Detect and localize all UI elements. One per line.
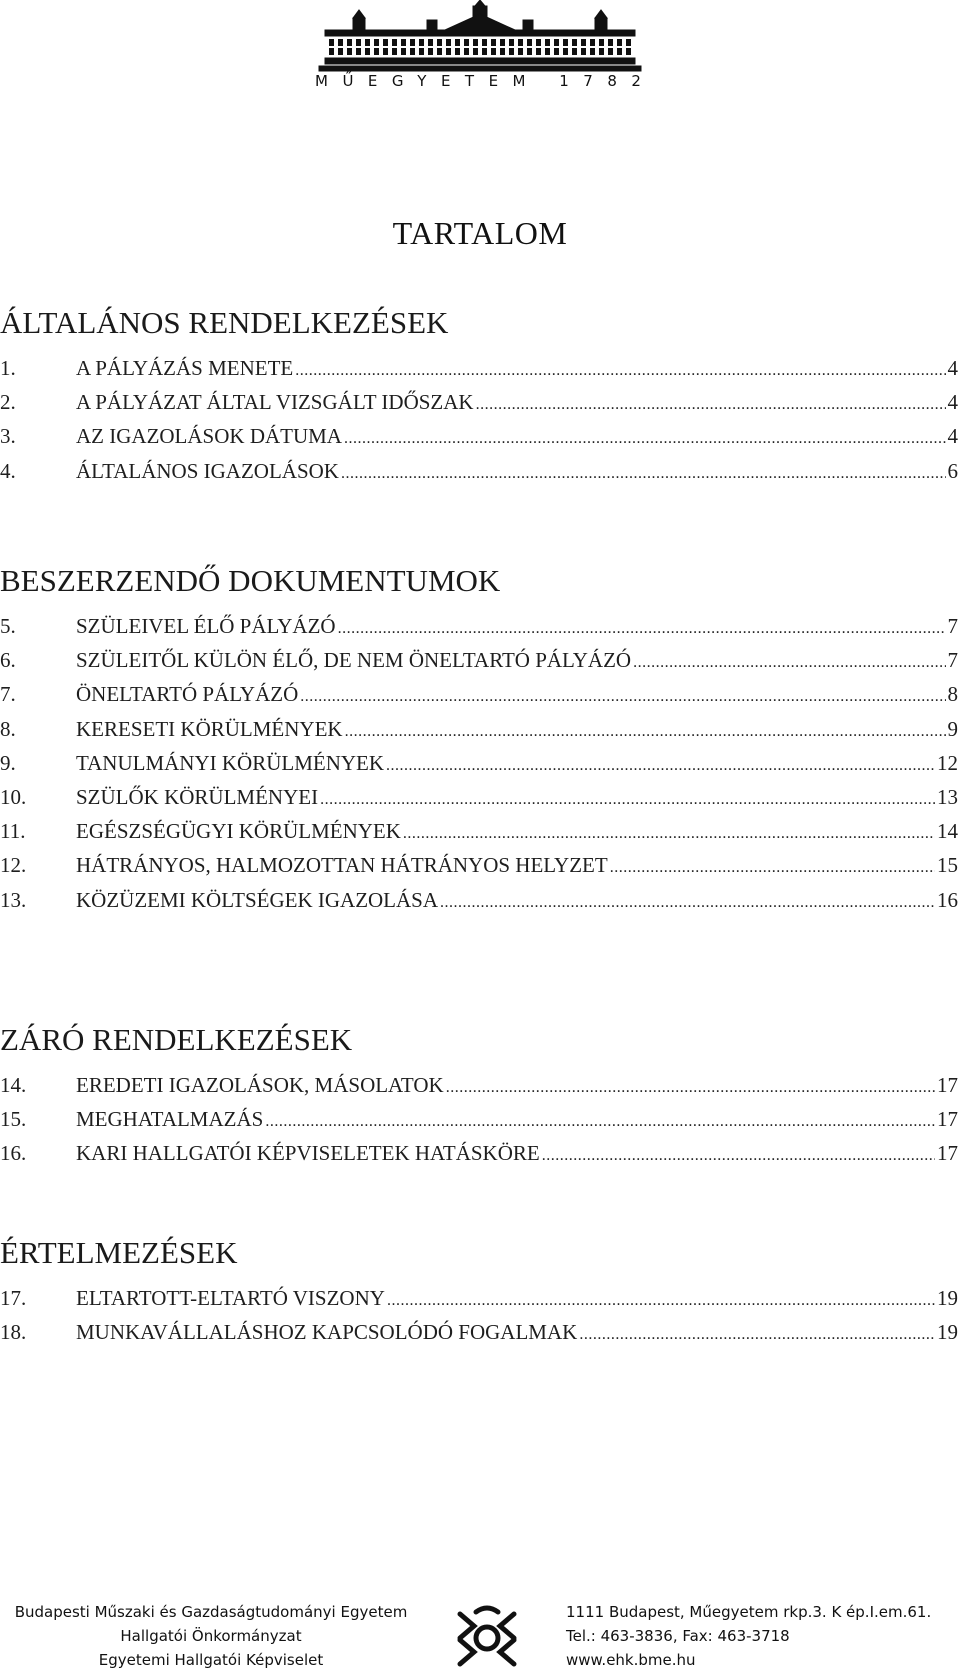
toc-entry[interactable] — [0, 1107, 958, 1137]
university-logo — [315, 0, 656, 100]
toc-entry-page: 4 — [947, 356, 958, 380]
toc-entry-number: 1. — [0, 356, 16, 380]
toc-dot-leader — [300, 688, 945, 706]
toc-entry-title: ELTARTOTT-ELTARTÓ VISZONY — [76, 1286, 385, 1310]
toc-entry[interactable] — [0, 390, 958, 420]
footer-contact — [566, 1600, 956, 1672]
toc-entry-page: 17 — [937, 1073, 958, 1097]
toc-entry-number: 7. — [0, 682, 16, 707]
toc-entry-number: 13. — [0, 887, 27, 912]
toc-entry[interactable] — [0, 614, 958, 644]
toc-entry[interactable] — [0, 751, 958, 781]
toc-entry[interactable] — [0, 1286, 958, 1316]
toc-dot-leader — [295, 362, 945, 380]
toc-entry-page: 4 — [947, 390, 958, 415]
toc-entry[interactable] — [0, 356, 958, 386]
toc-dot-leader — [610, 859, 935, 877]
toc-dot-leader — [542, 1147, 935, 1165]
toc-entry-title: KERESETI KÖRÜLMÉNYEK — [76, 716, 343, 741]
toc-entry[interactable] — [0, 785, 958, 815]
toc-entry-page: 19 — [937, 1320, 958, 1345]
toc-entry-number: 10. — [0, 785, 27, 809]
toc-entry-title: ÁLTALÁNOS IGAZOLÁSOK — [76, 458, 339, 483]
toc-entry[interactable] — [0, 682, 958, 712]
toc-entry-title: A PÁLYÁZÁS MENETE — [76, 356, 294, 380]
footer-org-line: Hallgatói Önkormányzat — [120, 1627, 302, 1645]
toc-entry-page: 12 — [937, 750, 958, 775]
toc-entry-number: 4. — [0, 458, 16, 483]
page-title: TARTALOM — [392, 215, 568, 251]
toc-entry[interactable] — [0, 819, 958, 849]
toc-entry-page: 19 — [937, 1286, 958, 1310]
toc-entry-number: 11. — [0, 819, 26, 844]
toc-entry-page: 7 — [947, 648, 958, 673]
footer-org-line: Egyetemi Hallgatói Képviselet — [98, 1651, 324, 1669]
section-heading: BESZERZENDŐ DOKUMENTUMOK — [0, 563, 501, 598]
toc-dot-leader — [387, 1292, 935, 1310]
toc-entry-page: 14 — [937, 819, 958, 844]
toc-entry-number: 12. — [0, 853, 27, 878]
university-building-logo — [315, 0, 645, 74]
toc-dot-leader — [344, 430, 946, 448]
toc-entry-page: 16 — [937, 887, 958, 912]
page-footer — [0, 1600, 960, 1676]
toc-dot-leader — [320, 791, 935, 809]
toc-entry-page: 17 — [937, 1107, 958, 1132]
toc-entry-number: 18. — [0, 1320, 27, 1345]
toc-entry-number: 8. — [0, 716, 16, 741]
toc-dot-leader — [341, 465, 946, 483]
footer-website[interactable]: www.ehk.bme.hu — [566, 1651, 696, 1669]
toc-entry[interactable] — [0, 1141, 958, 1171]
footer-org-line: Budapesti Műszaki és Gazdaságtudományi Egyetem — [14, 1603, 408, 1621]
toc-dot-leader — [440, 894, 935, 912]
toc-entry-number: 15. — [0, 1107, 27, 1132]
toc-entry-title: KARI HALLGATÓI KÉPVISELETEK HATÁSKÖRE — [76, 1141, 540, 1166]
section-heading: ÁLTALÁNOS RENDELKEZÉSEK — [0, 305, 449, 340]
toc-entry-page: 4 — [947, 424, 958, 449]
toc-entry-page: 9 — [947, 716, 958, 741]
toc-entry-page: 8 — [947, 682, 958, 707]
toc-entry-title: AZ IGAZOLÁSOK DÁTUMA — [76, 424, 342, 449]
toc-entry-title: SZÜLEIVEL ÉLŐ PÁLYÁZÓ — [76, 614, 336, 638]
footer-phone: Tel.: 463-3836, Fax: 463-3718 — [566, 1627, 790, 1645]
footer-organization — [6, 1600, 416, 1672]
toc-entry-number: 2. — [0, 390, 16, 415]
toc-entry-title: SZÜLEITŐL KÜLÖN ÉLŐ, DE NEM ÖNELTARTÓ PÁLYÁZÓ — [76, 648, 632, 673]
toc-entry-title: MUNKAVÁLLALÁSHOZ KAPCSOLÓDÓ FOGALMAK — [76, 1320, 578, 1345]
toc-entry[interactable] — [0, 888, 958, 918]
toc-entry-title: EREDETI IGAZOLÁSOK, MÁSOLATOK — [76, 1073, 444, 1097]
toc-entry-title: A PÁLYÁZAT ÁLTAL VIZSGÁLT IDŐSZAK — [76, 390, 474, 415]
toc-entry-number: 9. — [0, 750, 16, 775]
toc-entry-title: EGÉSZSÉGÜGYI KÖRÜLMÉNYEK — [76, 819, 401, 844]
toc-entry[interactable] — [0, 459, 958, 489]
section-heading: ZÁRÓ RENDELKEZÉSEK — [0, 1022, 353, 1057]
toc-entry[interactable] — [0, 648, 958, 678]
toc-dot-leader — [579, 1326, 935, 1344]
toc-dot-leader — [338, 620, 946, 638]
toc-entry-page: 17 — [937, 1141, 958, 1166]
toc-entry-title: MEGHATALMAZÁS — [76, 1107, 264, 1132]
toc-entry-page: 13 — [937, 785, 958, 809]
toc-entry-number: 17. — [0, 1286, 27, 1310]
toc-entry-title: SZÜLŐK KÖRÜLMÉNYEI — [76, 785, 319, 809]
footer-address: 1111 Budapest, Műegyetem rkp.3. K ép.I.em.61. — [566, 1603, 932, 1621]
toc-entry-number: 16. — [0, 1141, 27, 1166]
logo-text: MŰEGYETEM 1782 — [315, 72, 656, 90]
toc-entry[interactable] — [0, 717, 958, 747]
toc-entry[interactable] — [0, 1073, 958, 1103]
toc-entry-number: 5. — [0, 614, 16, 638]
toc-entry-title: KÖZÜZEMI KÖLTSÉGEK IGAZOLÁSA — [76, 887, 439, 912]
toc-dot-leader — [476, 396, 946, 414]
toc-dot-leader — [345, 723, 946, 741]
toc-entry-title: HÁTRÁNYOS, HALMOZOTTAN HÁTRÁNYOS HELYZET — [76, 853, 608, 878]
toc-dot-leader — [633, 654, 945, 672]
toc-entry-number: 3. — [0, 424, 16, 449]
toc-dot-leader — [446, 1079, 935, 1097]
toc-entry[interactable] — [0, 853, 958, 883]
toc-entry-page: 7 — [947, 614, 958, 638]
section-heading: ÉRTELMEZÉSEK — [0, 1235, 238, 1270]
toc-entry-title: ÖNELTARTÓ PÁLYÁZÓ — [76, 682, 299, 707]
toc-dot-leader — [265, 1113, 935, 1131]
ehk-emblem-icon — [452, 1600, 522, 1670]
toc-dot-leader — [403, 825, 935, 843]
toc-entry-page: 6 — [947, 458, 958, 483]
toc-entry-page: 15 — [937, 853, 958, 878]
toc-entry[interactable] — [0, 1320, 958, 1350]
toc-entry-number: 14. — [0, 1073, 27, 1097]
toc-dot-leader — [386, 757, 935, 775]
toc-entry-number: 6. — [0, 648, 16, 673]
toc-entry-title: TANULMÁNYI KÖRÜLMÉNYEK — [76, 750, 385, 775]
toc-entry[interactable] — [0, 424, 958, 454]
